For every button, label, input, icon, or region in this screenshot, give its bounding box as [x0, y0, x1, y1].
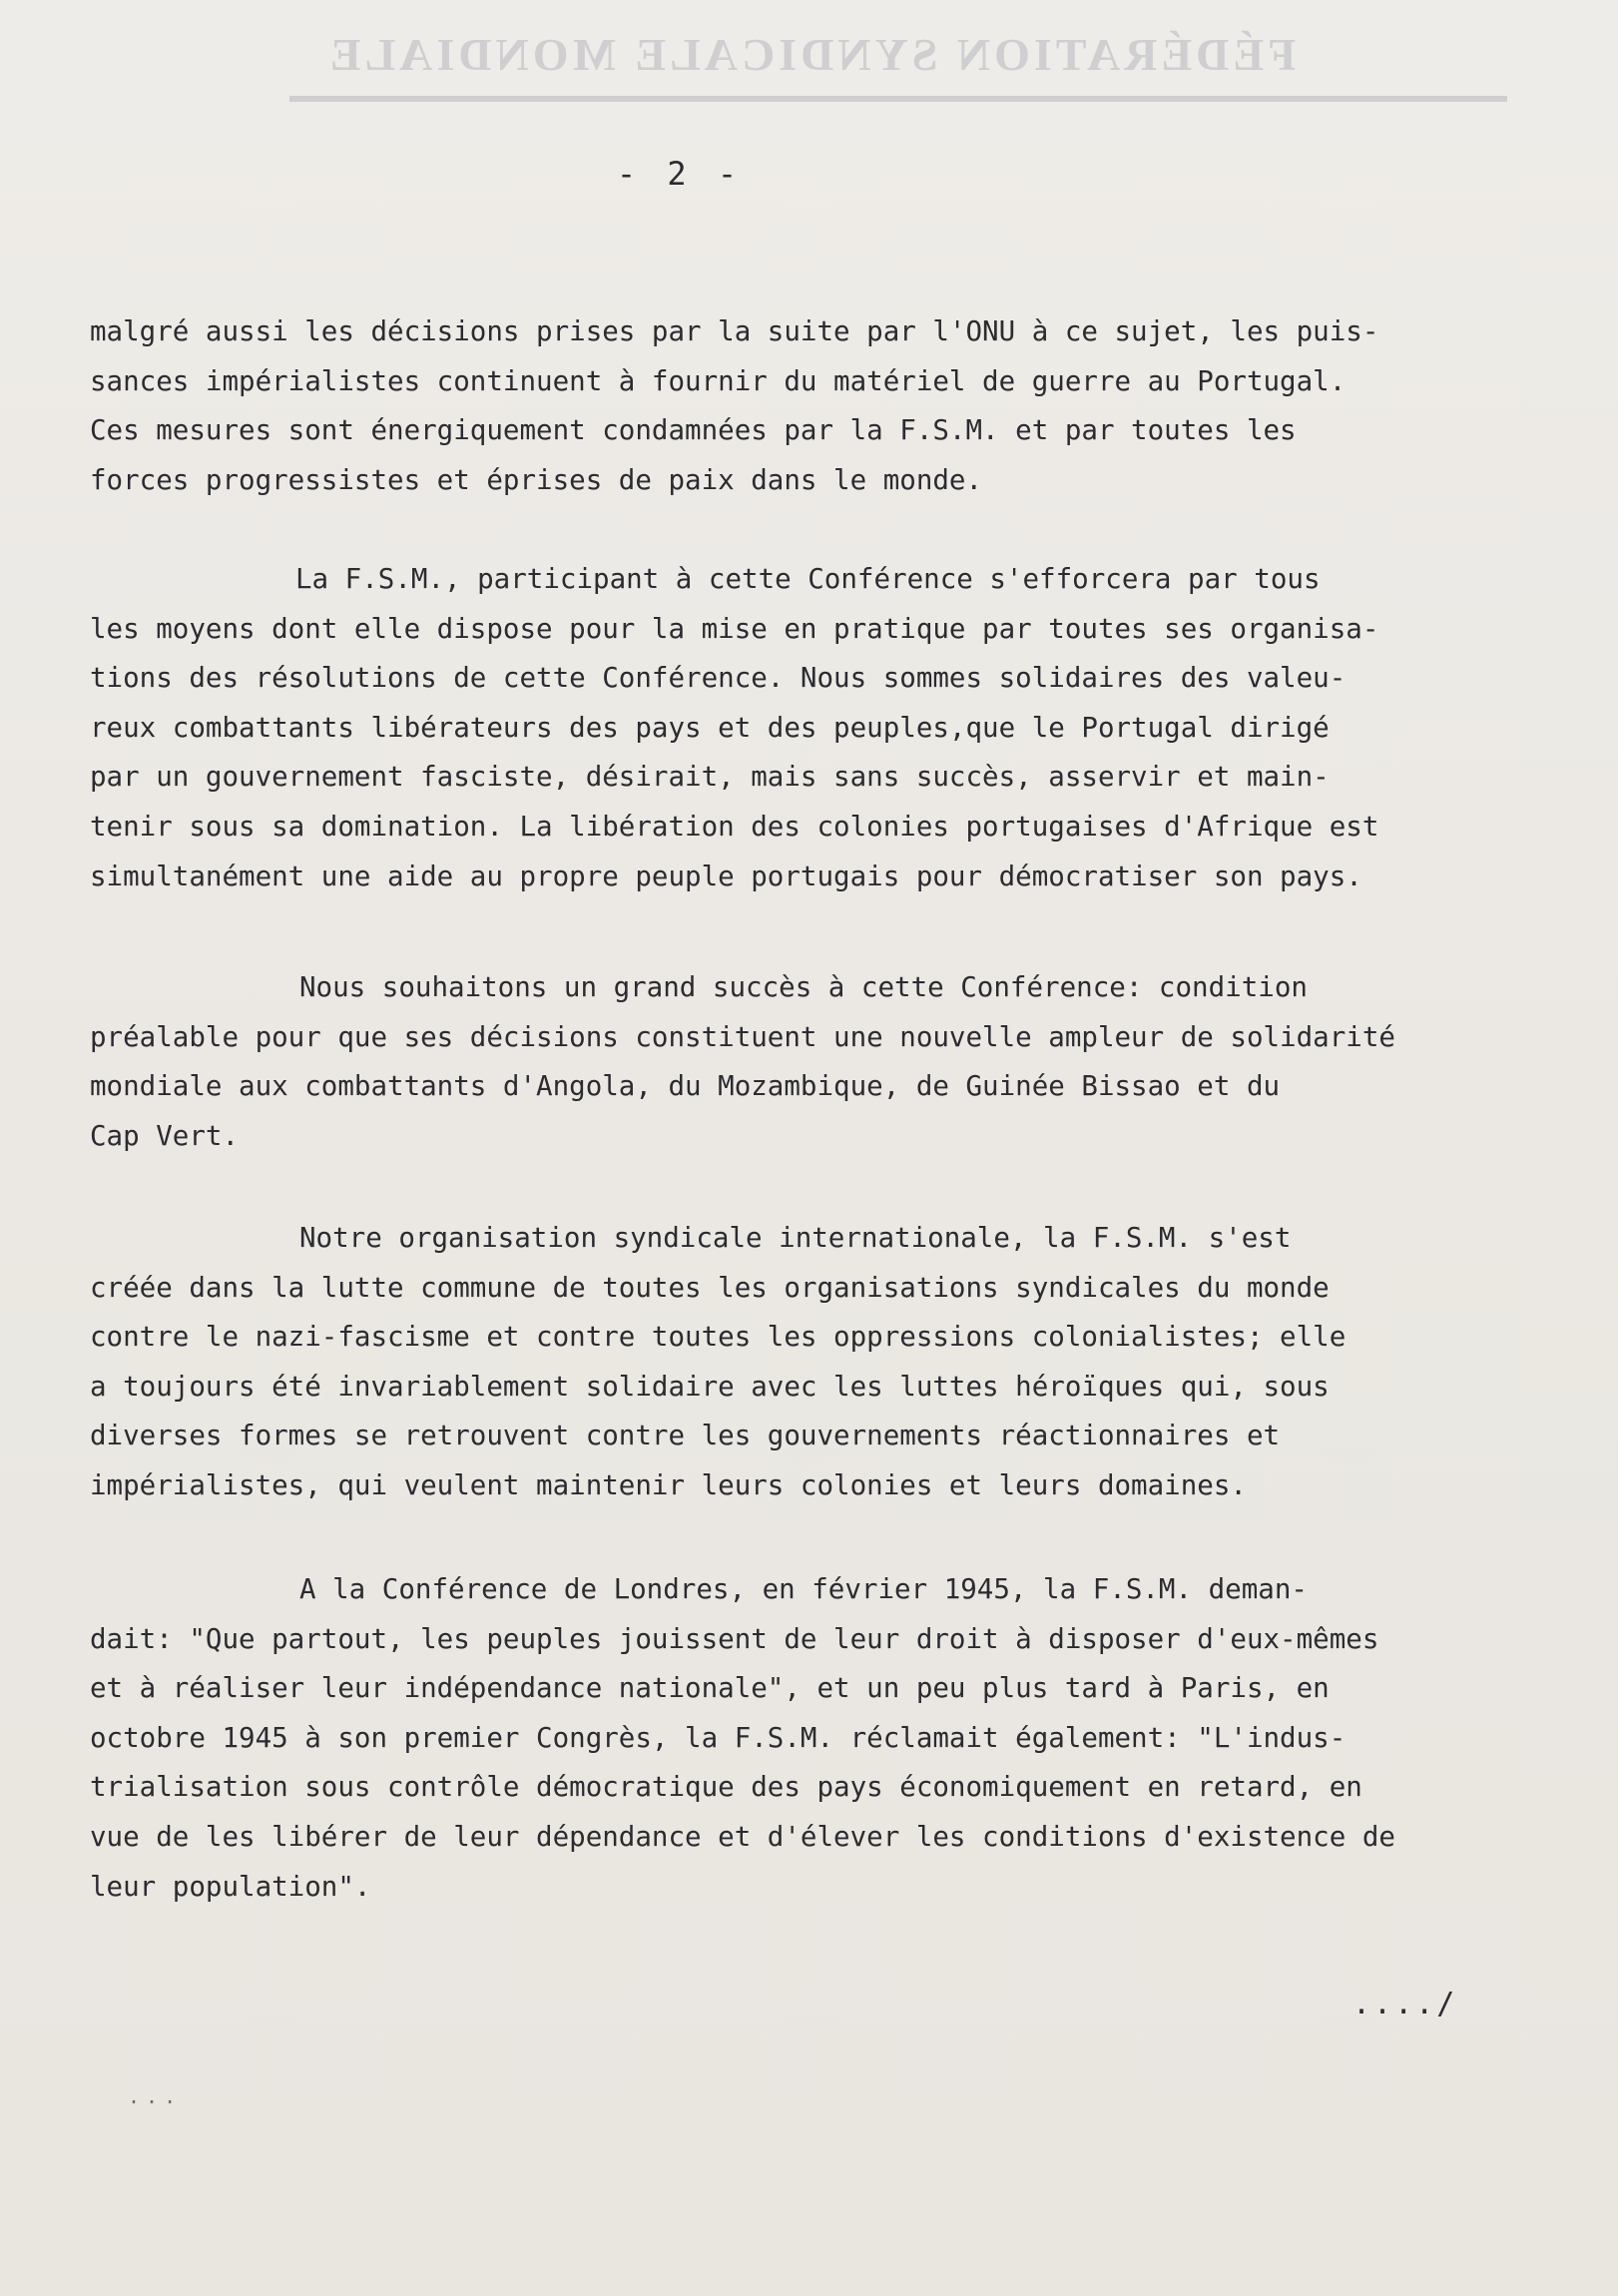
text-line: Notre organisation syndicale internationale, la F.S.M. s'est	[299, 1222, 1292, 1254]
text-line: La F.S.M., participant à cette Conférence s'efforcera par tous	[295, 563, 1321, 595]
corner-mark: ...	[128, 2084, 183, 2108]
text-line: impérialistes, qui veulent maintenir leurs colonies et leurs domaines.	[90, 1468, 1247, 1501]
text-line: forces progressistes et éprises de paix dans le monde.	[90, 463, 983, 496]
paragraph-3	[90, 963, 1432, 1161]
text-line: créée dans la lutte commune de toutes les organisations syndicales du monde	[90, 1271, 1330, 1304]
letterhead-bleedthrough: FÉDÉRATION SYNDICALE MONDIALE	[325, 29, 1297, 80]
text-line: a toujours été invariablement solidaire avec les luttes héroïques qui, sous	[90, 1370, 1330, 1403]
text-line: Nous souhaitons un grand succès à cette Conférence: condition	[299, 971, 1308, 1003]
letterhead-rule	[289, 96, 1507, 102]
text-line: reux combattants libérateurs des pays et des peuples,que le Portugal dirigé	[90, 711, 1330, 744]
text-line: contre le nazi-fascisme et contre toutes les oppressions colonialistes; elle	[90, 1321, 1347, 1354]
text-line: A la Conférence de Londres, en février 1945, la F.S.M. deman-	[299, 1573, 1308, 1605]
text-line: sances impérialistes continuent à fournir du matériel de guerre au Portugal.	[90, 364, 1347, 397]
text-line: malgré aussi les décisions prises par la suite par l'ONU à ce sujet, les puis-	[90, 315, 1379, 347]
continuation-mark: ..../	[1352, 1987, 1458, 2021]
text-line: les moyens dont elle dispose pour la mise en pratique par toutes ses organisa-	[90, 612, 1379, 645]
text-line: et à réaliser leur indépendance nationale", et un peu plus tard à Paris, en	[90, 1672, 1330, 1705]
paragraph-4	[90, 1214, 1432, 1511]
text-line: tenir sous sa domination. La libération des colonies portugaises d'Afrique est	[90, 810, 1379, 843]
text-line: simultanément une aide au propre peuple portugais pour démocratiser son pays.	[90, 860, 1362, 892]
text-line: trialisation sous contrôle démocratique des pays économiquement en retard, en	[90, 1771, 1362, 1804]
text-line: mondiale aux combattants d'Angola, du Mozambique, de Guinée Bissao et du	[90, 1070, 1281, 1103]
text-line: diverses formes se retrouvent contre les gouvernements réactionnaires et	[90, 1420, 1281, 1452]
text-line: leur population".	[90, 1870, 371, 1903]
text-line: tions des résolutions de cette Conférence. Nous sommes solidaires des valeu-	[90, 662, 1347, 695]
text-line: préalable pour que ses décisions constituent une nouvelle ampleur de solidarité	[90, 1020, 1395, 1053]
text-line: Cap Vert.	[90, 1119, 240, 1152]
text-line: Ces mesures sont énergiquement condamnées par la F.S.M. et par toutes les	[90, 414, 1297, 447]
paragraph-5	[90, 1565, 1432, 1912]
paragraph-2	[90, 555, 1432, 901]
text-line: dait: "Que partout, les peuples jouissent de leur droit à disposer d'eux-mêmes	[90, 1622, 1379, 1655]
paragraph-1	[90, 307, 1432, 505]
page-number: - 2 -	[616, 155, 744, 193]
text-line: par un gouvernement fasciste, désirait, mais sans succès, asservir et main-	[90, 761, 1330, 794]
text-line: vue de les libérer de leur dépendance et d'élever les conditions d'existence de	[90, 1820, 1395, 1853]
text-line: octobre 1945 à son premier Congrès, la F.S.M. réclamait également: "L'indus-	[90, 1721, 1347, 1754]
